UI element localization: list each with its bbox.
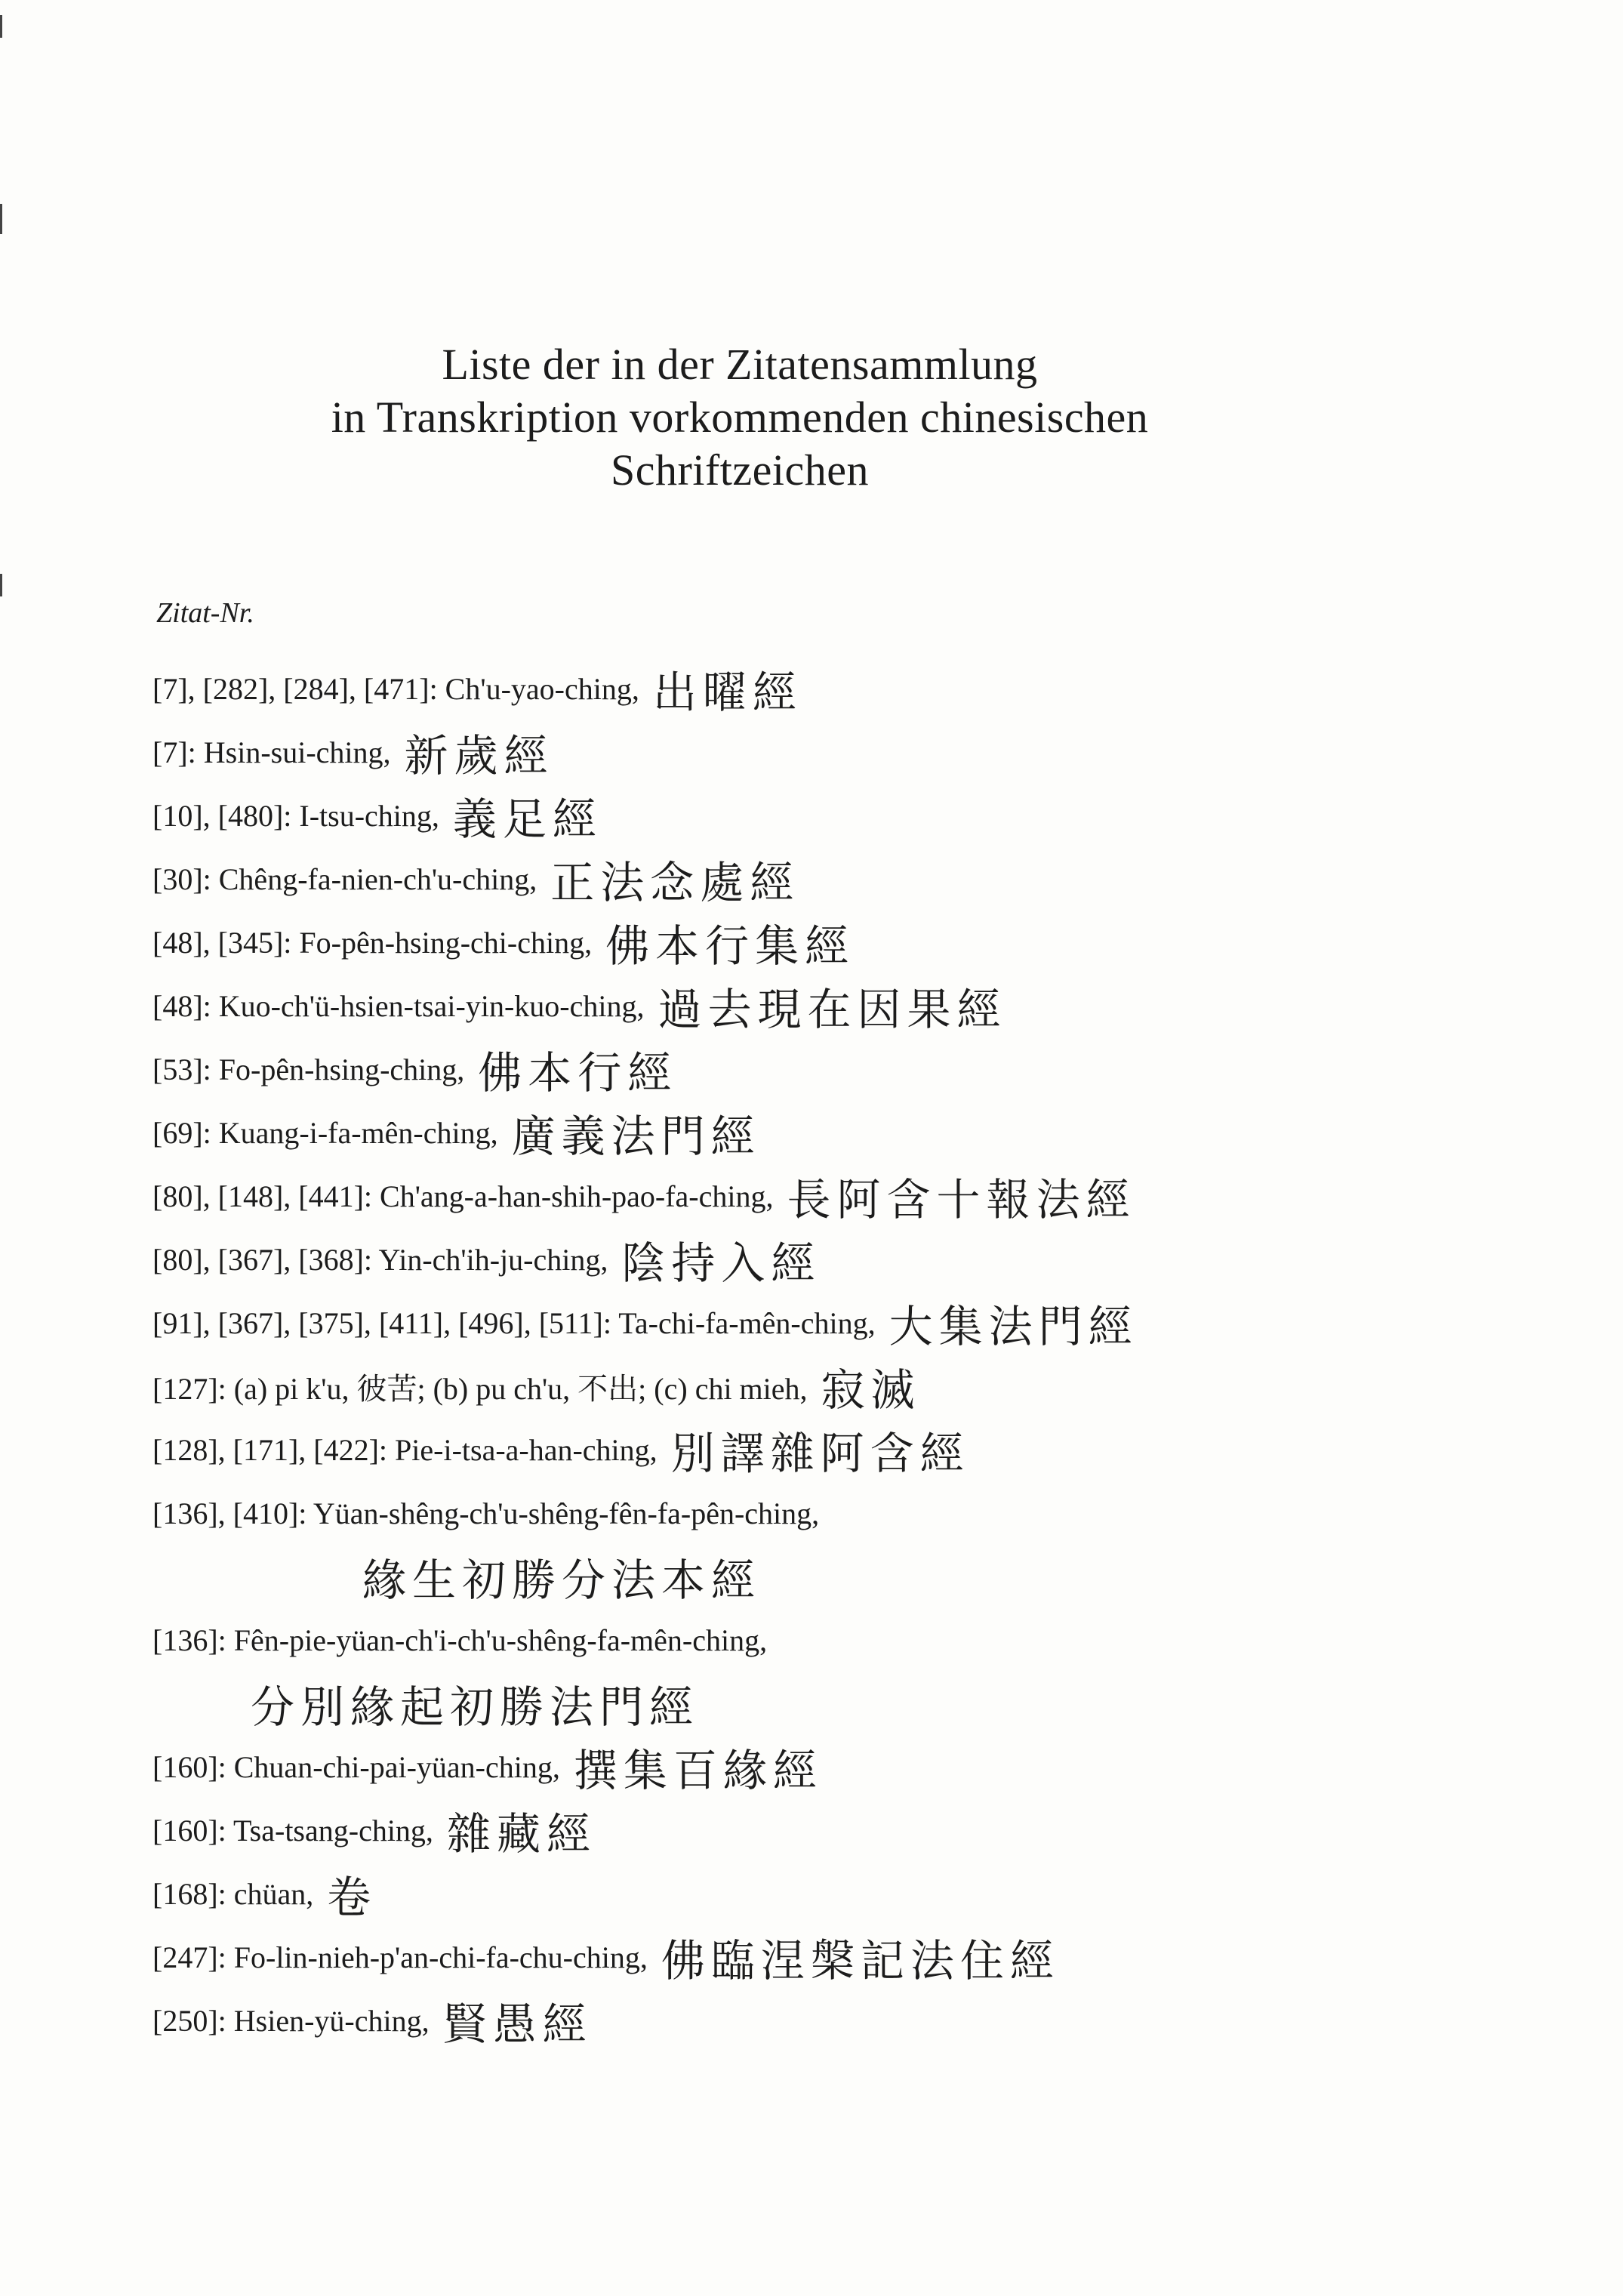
entry-characters: 別譯雜阿含經 <box>670 1428 970 1479</box>
entry-characters: 雜藏經 <box>446 1808 596 1860</box>
list-item <box>152 1862 1587 1925</box>
entry-characters: 卷 <box>327 1872 377 1923</box>
list-item <box>152 1037 1587 1101</box>
list-item <box>152 847 1587 911</box>
entry-characters: 出曜經 <box>652 667 802 718</box>
entry-characters: 寂滅 <box>821 1364 921 1416</box>
entry-characters: 大集法門經 <box>888 1301 1138 1352</box>
scan-mark <box>0 204 2 234</box>
list-item <box>152 1798 1587 1862</box>
list-item <box>152 1608 1587 1672</box>
scan-mark <box>0 15 2 38</box>
list-item <box>152 1354 1587 1418</box>
entry-ref: [160]: Tsa-tsang-ching, <box>152 1813 433 1848</box>
list-item <box>152 974 1587 1037</box>
entry-characters: 長阿含十報法經 <box>787 1174 1136 1225</box>
list-item <box>152 657 1587 720</box>
entry-ref: [250]: Hsien-yü-ching, <box>152 2003 430 2038</box>
entry-characters: 賢愚經 <box>442 1999 593 2050</box>
list-item <box>152 911 1587 974</box>
entry-ref: [10], [480]: I-tsu-ching, <box>152 798 439 833</box>
title-line-2: in Transkription vorkommenden chinesischen <box>331 393 1149 442</box>
entry-ref: [48], [345]: Fo-pên-hsing-chi-ching, <box>152 925 593 960</box>
list-item <box>152 1925 1587 1989</box>
entry-ref: [30]: Chêng-fa-nien-ch'u-ching, <box>152 861 537 896</box>
entry-characters: 佛本行集經 <box>605 920 855 972</box>
entry-continuation: 分別緣起初勝法門經 <box>251 1681 700 1733</box>
entry-ref: [80], [367], [368]: Yin-ch'ih-ju-ching, <box>152 1242 608 1277</box>
entry-characters: 撰集百緣經 <box>573 1745 823 1796</box>
entry-ref: [160]: Chuan-chi-pai-yüan-ching, <box>152 1749 560 1784</box>
entry-continuation: 緣生初勝分法本經 <box>362 1555 762 1606</box>
list-item <box>152 1164 1587 1228</box>
list-item <box>152 784 1587 847</box>
entry-ref: [168]: chüan, <box>152 1876 314 1911</box>
page-title <box>0 338 1480 497</box>
title-line-3: Schriftzeichen <box>611 445 869 495</box>
list-item <box>152 1228 1587 1291</box>
entry-characters: 新歲經 <box>404 730 554 781</box>
list-item <box>152 1481 1587 1545</box>
scan-mark <box>0 574 2 596</box>
entry-characters: 佛臨涅槃記法住經 <box>661 1935 1060 1986</box>
entry-characters: 陰持入經 <box>621 1237 821 1289</box>
entry-ref: [127]: (a) pi k'u, 彼苦; (b) pu ch'u, 不出; (c) chi mieh, <box>152 1371 808 1406</box>
entry-ref: [7], [282], [284], [471]: Ch'u-yao-ching, <box>152 671 639 706</box>
list-item <box>152 1418 1587 1481</box>
entry-characters: 義足經 <box>452 794 602 845</box>
entry-characters: 廣義法門經 <box>511 1111 761 1162</box>
entry-ref: [48]: Kuo-ch'ü-hsien-tsai-yin-kuo-ching, <box>152 988 645 1023</box>
list-item <box>152 720 1587 784</box>
list-item <box>152 1735 1587 1798</box>
entry-ref: [136]: Fên-pie-yüan-ch'i-ch'u-shêng-fa-mên-ching, <box>152 1623 768 1657</box>
title-line-1: Liste der in der Zitatensammlung <box>442 340 1038 389</box>
entry-ref: [53]: Fo-pên-hsing-ching, <box>152 1052 465 1086</box>
entry-characters: 過去現在因果經 <box>658 984 1007 1035</box>
list-item <box>152 1101 1587 1164</box>
list-item <box>152 1989 1587 2052</box>
list-item <box>152 1291 1587 1354</box>
entry-ref: [7]: Hsin-sui-ching, <box>152 735 391 769</box>
entry-characters: 佛本行經 <box>478 1047 678 1099</box>
entry-ref: [136], [410]: Yüan-shêng-ch'u-shêng-fên-fa-pên-ching, <box>152 1496 820 1530</box>
entry-ref: [69]: Kuang-i-fa-mên-ching, <box>152 1115 498 1150</box>
entry-ref: [80], [148], [441]: Ch'ang-a-han-shih-pao-fa-ching, <box>152 1179 774 1213</box>
entry-characters: 正法念處經 <box>550 857 800 908</box>
citation-list <box>152 657 1587 2052</box>
entry-ref: [91], [367], [375], [411], [496], [511]: Ta-chi-fa-mên-ching, <box>152 1305 876 1340</box>
column-heading: Zitat-Nr. <box>156 597 254 629</box>
entry-ref: [247]: Fo-lin-nieh-p'an-chi-fa-chu-ching, <box>152 1940 648 1974</box>
entry-ref: [128], [171], [422]: Pie-i-tsa-a-han-ching, <box>152 1432 658 1467</box>
